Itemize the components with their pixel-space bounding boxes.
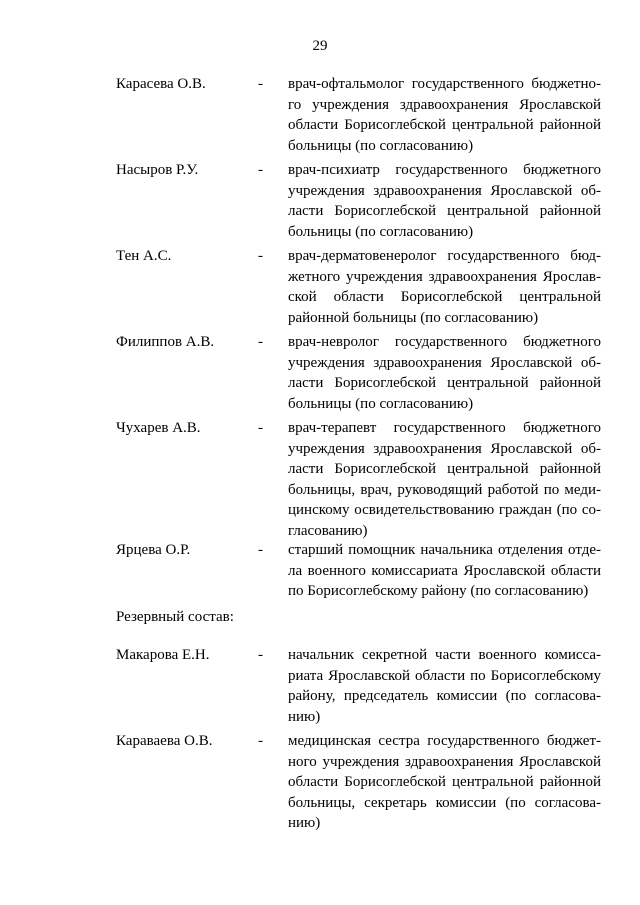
position-line: гласованию) — [288, 522, 368, 539]
member-dash: - — [258, 733, 263, 749]
position-line: больницы (по согласованию) — [288, 395, 474, 412]
member-dash: - — [258, 76, 263, 92]
member-name: Тен А.С. — [116, 248, 172, 264]
member-dash: - — [258, 542, 263, 558]
position-line: врач-психиатр государственного бюджетного — [288, 162, 601, 178]
position-line: ласти Борисоглебской центральной районной — [288, 375, 601, 391]
position-line: ла военного комиссариата Ярославской области — [288, 562, 601, 579]
member-name: Филиппов А.В. — [116, 334, 215, 350]
member-position — [288, 246, 601, 328]
position-line: ской области Борисоглебской центральной — [288, 289, 601, 305]
position-line: риата Ярославской области по Борисоглебскому — [288, 667, 601, 684]
position-line: ласти Борисоглебской центральной районной — [288, 461, 601, 477]
member-position — [288, 332, 601, 414]
position-line: больницы (по согласованию) — [288, 137, 474, 154]
member-dash: - — [258, 162, 263, 178]
position-line: учреждения здравоохранения Ярославской об- — [288, 440, 601, 457]
reserve-section-heading: Резервный состав: — [116, 609, 234, 625]
position-line: начальник секретной части военного комисса- — [288, 647, 601, 663]
position-line: районной больницы (по согласованию) — [288, 309, 539, 326]
position-line: больницы, врач, руководящий работой по меди- — [288, 481, 601, 498]
position-line: цинскому освидетельствованию граждан (по со- — [288, 502, 601, 518]
position-line: нию) — [288, 815, 321, 831]
member-name: Чухарев А.В. — [116, 420, 201, 436]
page-number: 29 — [312, 38, 328, 54]
position-line: нию) — [288, 708, 321, 725]
member-position — [288, 418, 601, 541]
position-line: го учреждения здравоохранения Ярославской — [288, 96, 601, 113]
position-line: области Борисоглебской центральной районной — [288, 117, 601, 133]
position-line: старший помощник начальника отделения отде- — [288, 542, 601, 558]
member-position — [288, 731, 601, 834]
position-line: медицинская сестра государственного бюджет- — [288, 733, 601, 749]
member-dash: - — [258, 647, 263, 663]
position-line: ного учреждения здравоохранения Ярославской — [288, 753, 601, 770]
member-name: Карасева О.В. — [116, 76, 206, 92]
member-position — [288, 160, 601, 242]
position-line: учреждения здравоохранения Ярославской об- — [288, 354, 601, 371]
position-line: району, председатель комиссии (по согласова- — [288, 688, 601, 704]
position-line: жетного учреждения здравоохранения Ярослав- — [288, 268, 601, 285]
member-name: Насыров Р.У. — [116, 162, 199, 178]
member-name: Макарова Е.Н. — [116, 647, 210, 663]
member-dash: - — [258, 334, 263, 350]
position-line: врач-невролог государственного бюджетного — [288, 334, 601, 350]
position-line: области Борисоглебской центральной районной — [288, 774, 601, 790]
position-line: учреждения здравоохранения Ярославской об- — [288, 182, 601, 199]
position-line: врач-терапевт государственного бюджетного — [288, 420, 601, 436]
member-position — [288, 540, 601, 602]
member-position — [288, 645, 601, 727]
position-line: по Борисоглебскому району (по согласованию) — [288, 583, 589, 599]
member-dash: - — [258, 248, 263, 264]
position-line: врач-офтальмолог государственного бюджетно- — [288, 76, 601, 92]
position-line: ласти Борисоглебской центральной районной — [288, 203, 601, 219]
member-name: Караваева О.В. — [116, 733, 213, 749]
member-position — [288, 74, 601, 156]
member-dash: - — [258, 420, 263, 436]
member-name: Ярцева О.Р. — [116, 542, 191, 558]
position-line: врач-дерматовенеролог государственного бюд- — [288, 248, 601, 264]
position-line: больницы, секретарь комиссии (по согласова- — [288, 794, 601, 811]
position-line: больницы (по согласованию) — [288, 223, 474, 240]
